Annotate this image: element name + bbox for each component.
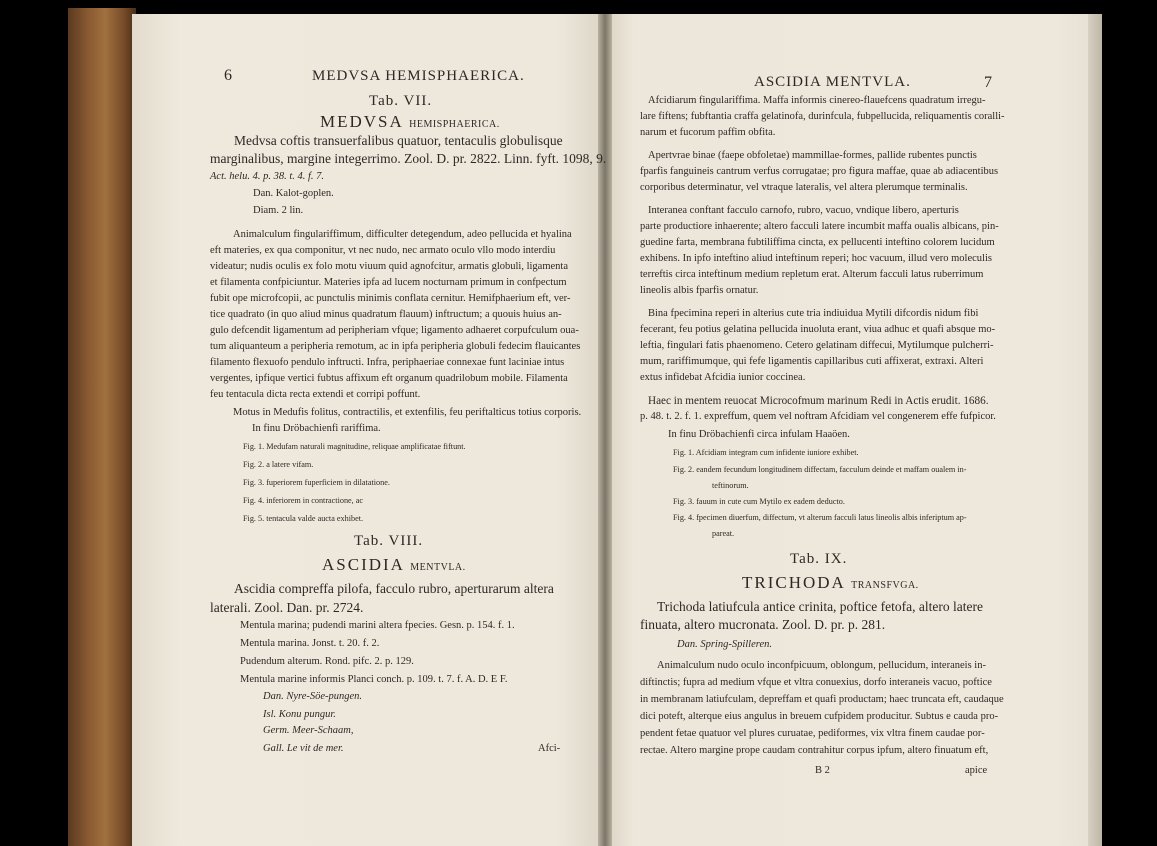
- text-line: fecerant, feu potius gelatina pellucida inuoluta erant, viua adhuc et quafi absque mo-: [640, 324, 996, 335]
- plate-heading-ix: Tab. IX.: [790, 551, 848, 567]
- text-line: narum et fucorum paffim obfita.: [640, 127, 776, 138]
- vernacular-name: Dan. Kalot-goplen.: [253, 188, 334, 199]
- plate-heading-viii: Tab. VIII.: [354, 533, 424, 549]
- text-line: lare fiftens; fubftantia craffa gelatinofa, durinfcula, fubpellucida, reliquamentis coralli-: [640, 111, 1005, 122]
- text-line: tum aliquanteum a peripheria remotum, ac in ipfa peripheria globuli fedecim flauicantes: [210, 341, 581, 352]
- text-line: diftinctis; fupra ad medium vfque et vltra conuexius, dorfo interaneis vacuo, poftice: [640, 677, 992, 688]
- habitat-line: In finu Dröbachienfi rariffima.: [252, 423, 381, 434]
- text-line: leftia, fingulari fatis phaenomeno. Cetero gelatinam diffecui, Mytilumque pulcherri-: [640, 340, 994, 351]
- text-line: pendent fetae quatuor vel plures curuatae, pediformes, vix vltra finem caudae por-: [640, 728, 985, 739]
- dimension: Diam. 2 lin.: [253, 205, 304, 216]
- synonym-entry: Mentula marine informis Planci conch. p. 109. t. 7. f. A. D. E F.: [240, 674, 508, 685]
- catchword-left: Afci-: [538, 743, 561, 754]
- page-number-left: 6: [224, 67, 232, 84]
- text-line: corporibus determinatur, vel vtraque lateralis, vel altera plerumque terminalis.: [640, 182, 968, 193]
- text-line: in membranam latiufculam, depreffam et quafi productam; haec truncata eft, caudaque: [640, 694, 1004, 705]
- diagnosis-line: marginalibus, margine integerrimo. Zool. D. pr. 2822. Linn. fyft. 1098, 9.: [210, 151, 607, 166]
- vernacular-name: Dan. Spring-Spilleren.: [677, 639, 772, 650]
- figure-caption: Fig. 4. inferiorem in contractione, ac: [243, 496, 364, 505]
- text-line: terreftis circa inteftinum medium repletum erat. Alterum facculi latus ruberrimum: [640, 269, 984, 280]
- text-line: Apertvrae binae (faepe obfoletae) mammillae-formes, pallide rubentes punctis: [648, 150, 977, 161]
- text-line: exhibens. In ipfo inteftino aliud inteftinum reperi; hoc vacuum, illud vero moleculis: [640, 253, 992, 264]
- figure-caption: Fig. 5. tentacula valde aucta exhibet.: [243, 514, 364, 523]
- genus-name: ASCIDIA: [322, 555, 405, 574]
- text-line: videatur; nudis oculis ex folo motu viuum quid agnofcitur, armatis globuli, ligamenta: [210, 261, 568, 272]
- text-line: Afcidiarum fingulariffima. Maffa informis cinereo-flauefcens quadratum irregu-: [648, 95, 986, 106]
- text-line: fparfis fanguineis cantrum verfus corrugatae; pro figura maffae, quae ab adiacentibus: [640, 166, 999, 177]
- vernacular-name: Germ. Meer-Schaam,: [263, 725, 354, 736]
- figure-caption: Fig. 2. a latere vifam.: [243, 460, 314, 469]
- book-gutter: [598, 14, 612, 846]
- text-line: et filamenta confpiciuntur. Materies ipfa ad lucem nocturnam primum in confpectum: [210, 277, 567, 288]
- diagnosis-line: Ascidia compreffa pilofa, facculo rubro, aperturarum altera: [234, 581, 554, 596]
- text-line: feu tentacula dicta recta extendi et corripi poffunt.: [210, 389, 421, 400]
- text-line: Bina fpecimina reperi in alterius cute tria indiuidua Mytili difcordis nidum fibi: [648, 308, 979, 319]
- habitat-line: In finu Dröbachienfi circa infulam Haaöen.: [668, 429, 850, 440]
- synonym-entry: Mentula marina; pudendi marini altera fpecies. Gesn. p. 154. f. 1.: [240, 620, 515, 631]
- figure-caption: pareat.: [712, 529, 735, 538]
- text-line: mum, rariffimumque, qui fefe ligamentis capillaribus cuti affixerat, extraxi. Alteri: [640, 356, 984, 367]
- text-line: gulo defcendit ligamentum ad peripheriam vfque; ligamento adhaeret corpufculum oua-: [210, 325, 579, 336]
- text-line: Motus in Medufis folitus, contractilis, et extenfilis, feu periftalticus totius corporis.: [233, 407, 582, 418]
- plate-heading-vii: Tab. VII.: [369, 93, 433, 109]
- text-line: p. 48. t. 2. f. 1. expreffum, quem vel noftram Afcidiam vel congenerem effe fufpicor.: [640, 411, 996, 422]
- diagnosis-line: finuata, altero mucronata. Zool. D. pr. p. 281.: [640, 617, 886, 632]
- vernacular-name: Gall. Le vit de mer.: [263, 743, 344, 754]
- text-line: Animalculum fingulariffimum, difficulter detegendum, adeo pellucida et hyalina: [233, 229, 572, 240]
- figure-caption: Fig. 4. fpecimen diuerfum, diffectum, vt alterum facculi latus lineolis albis inferiptum ap-: [673, 513, 967, 522]
- text-line: tice quadrato (in quo aliud minus quadratum flauum) inftructum; a quouis huius an-: [210, 309, 562, 320]
- species-epithet: HEMISPHAERICA.: [409, 119, 500, 130]
- text-line: vergentes, ipfique vertici fubtus affixum eft organum quadrilobum mobile. Filamenta: [210, 373, 568, 384]
- figure-caption: Fig. 1. Afcidiam integram cum infidente iuniore exhibet.: [673, 448, 859, 457]
- text-line: parte productiore inhaerente; altero facculi latere incumbit maffa oualis albicans, pin-: [640, 221, 999, 232]
- page-number-right: 7: [984, 74, 992, 91]
- text-line: Interanea conftant facculo carnofo, rubro, vacuo, vndique libero, aperturis: [648, 205, 959, 216]
- species-epithet: MENTVLA.: [410, 562, 466, 573]
- genus-name: TRICHODA: [742, 573, 845, 592]
- text-line: extus infidebat Afcidia iunior coccinea.: [640, 372, 806, 383]
- diagnosis-line: Act. helu. 4. p. 38. t. 4. f. 7.: [210, 171, 325, 182]
- figure-caption: teftinorum.: [712, 481, 749, 490]
- text-line: dici poteft, alterque eius angulus in breuem cufpidem producitur. Subtus e cauda pro-: [640, 711, 999, 722]
- running-head-right: ASCIDIA MENTVLA.: [754, 74, 911, 90]
- text-line: Animalculum nudo oculo inconfpicuum, oblongum, pellucidum, interaneis in-: [657, 660, 986, 671]
- species-title-ix: [742, 574, 919, 591]
- species-epithet: TRANSFVGA.: [851, 580, 919, 591]
- diagnosis-line: Trichoda latiufcula antice crinita, poftice fetofa, altero latere: [657, 599, 983, 614]
- synonym-entry: Pudendum alterum. Rond. pifc. 2. p. 129.: [240, 656, 414, 667]
- figure-caption: Fig. 1. Medufam naturali magnitudine, reliquae amplificatae fiftunt.: [243, 442, 466, 451]
- signature-mark: B 2: [815, 765, 830, 776]
- text-line: Haec in mentem reuocat Microcofmum marinum Redi in Actis erudit. 1686.: [648, 395, 989, 407]
- text-line: rectae. Altero margine prope caudam contrahitur corpus ipfum, altero finuatum eft,: [640, 745, 989, 756]
- text-line: filamento flexuofo pendulo inftructi. Infra, periphaeriae connexae funt laciniae intus: [210, 357, 565, 368]
- diagnosis-line: Medvsa coftis transuerfalibus quatuor, tentaculis globulisque: [234, 133, 563, 148]
- vernacular-name: Dan. Nyre-Söe-pungen.: [263, 691, 363, 702]
- figure-caption: Fig. 3. fauum in cute cum Mytilo ex eadem deducto.: [673, 497, 845, 506]
- species-title-viii: [322, 556, 466, 573]
- text-line: eft materies, ex qua componitur, vt nec nudo, nec armato oculo vllo modo interdiu: [210, 245, 556, 256]
- page-edge: [1088, 14, 1102, 846]
- genus-name: MEDVSA: [320, 112, 403, 131]
- diagnosis-line: laterali. Zool. Dan. pr. 2724.: [210, 600, 364, 615]
- figure-caption: Fig. 2. eandem fecundum longitudinem diffectam, facculum deinde et maffam oualem in-: [673, 465, 967, 474]
- book-binding: [68, 8, 136, 846]
- species-title-vii: [320, 113, 500, 130]
- catchword-right: apice: [965, 765, 988, 776]
- text-line: fubit ope microfcopii, ac punctulis minimis conflata cernitur. Hemifphaerium eft, ver-: [210, 293, 571, 304]
- text-line: guedine farta, membrana fubtiliffima cincta, ex pellucenti inteftino colorem lucidum: [640, 237, 995, 248]
- vernacular-name: Isl. Konu pungur.: [263, 709, 336, 720]
- synonym-entry: Mentula marina. Jonst. t. 20. f. 2.: [240, 638, 380, 649]
- figure-caption: Fig. 3. fuperiorem fuperficiem in dilatatione.: [243, 478, 390, 487]
- running-head-left: MEDVSA HEMISPHAERICA.: [312, 68, 525, 84]
- text-line: lineolis albis fparfis ornatur.: [640, 285, 759, 296]
